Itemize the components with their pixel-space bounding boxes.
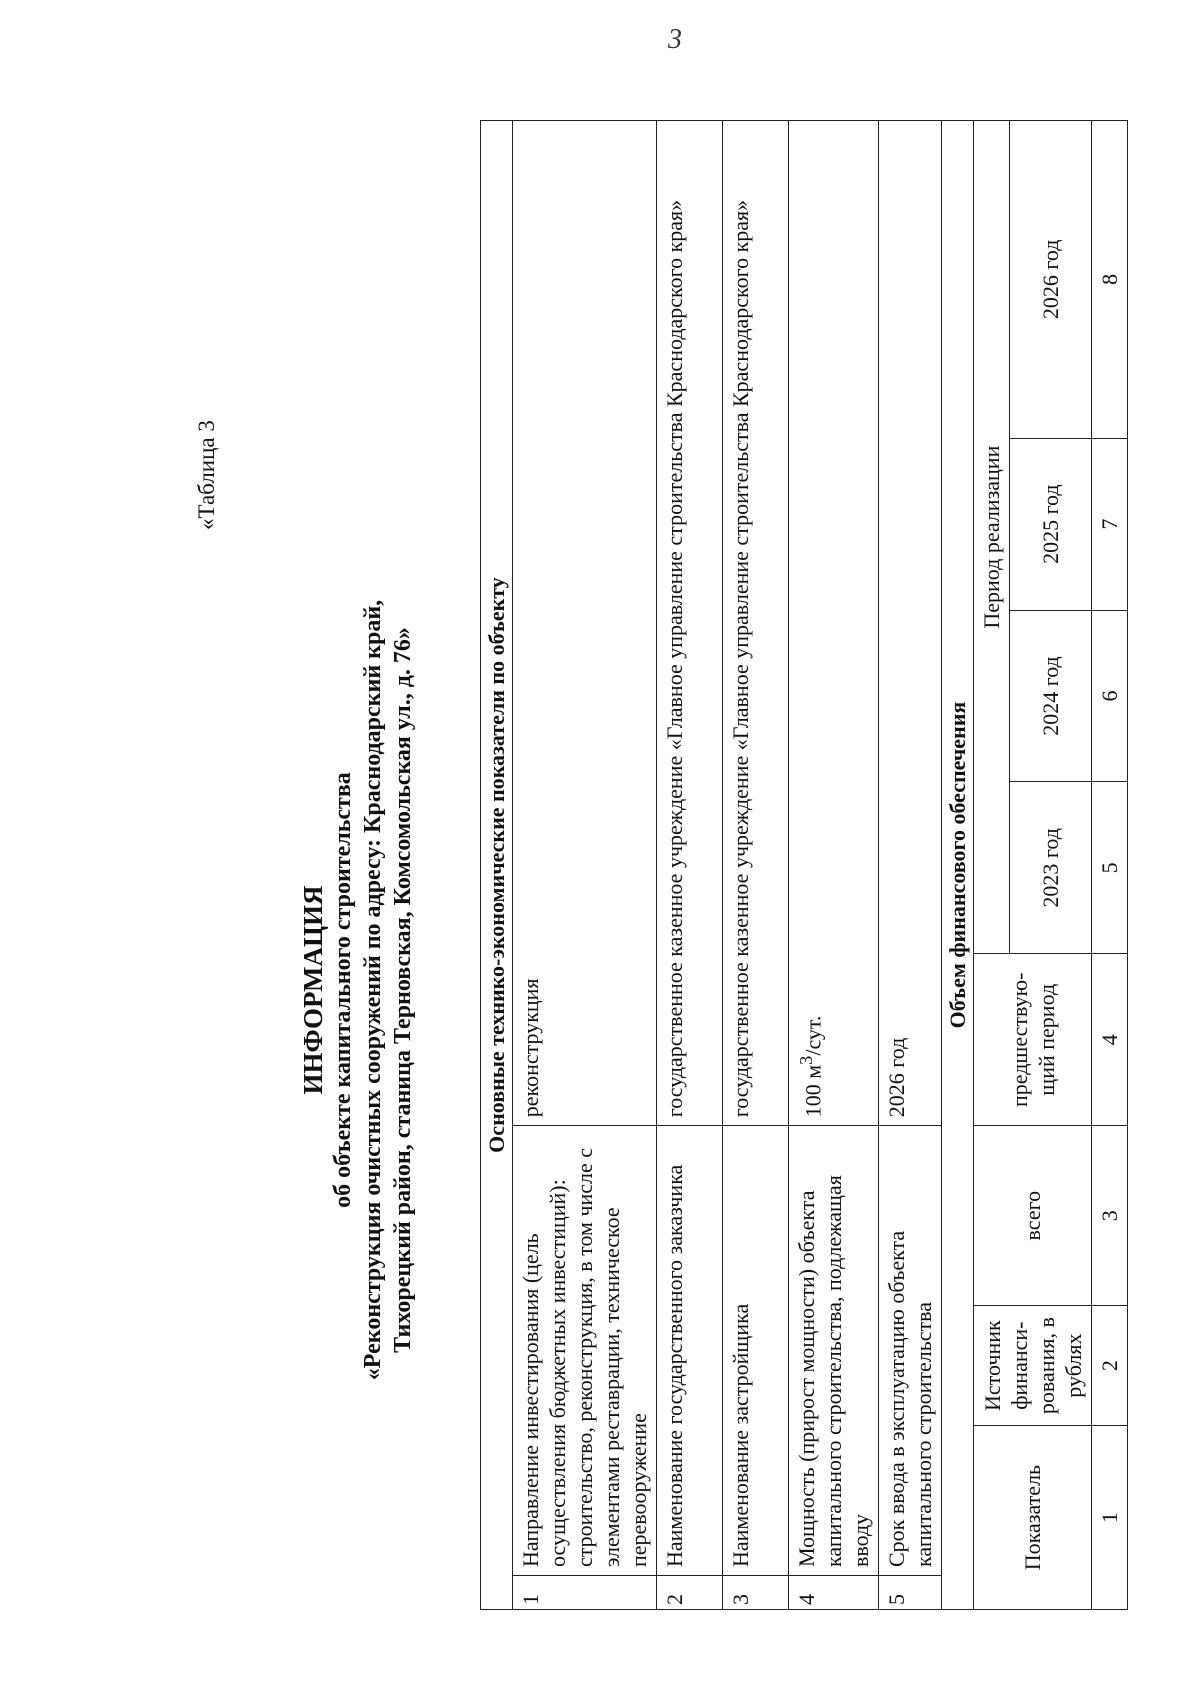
col-num: 5 xyxy=(1092,782,1128,954)
col-num: 4 xyxy=(1092,954,1128,1126)
title-line-2: «Реконструкция очистных сооружений по адресу: Краснодарский край, xyxy=(360,599,386,1381)
col-num: 2 xyxy=(1092,1306,1128,1426)
row-number: 2 xyxy=(657,1576,723,1610)
row-label: Наименование застройщика xyxy=(723,1126,789,1576)
row-value: реконструкция xyxy=(513,121,657,1126)
document-title: ИНФОРМАЦИЯ xyxy=(298,885,328,1095)
capacity-exponent: 3 xyxy=(796,1055,816,1065)
title-line-1: об объекте капитального строительства xyxy=(330,772,356,1208)
col-num: 1 xyxy=(1092,1426,1128,1610)
col-indicator: Показатель xyxy=(974,1426,1092,1610)
table-row xyxy=(657,121,723,1610)
row-number: 3 xyxy=(723,1576,789,1610)
title-block xyxy=(298,510,418,1470)
column-numbers-row xyxy=(1092,121,1128,1610)
period-header: Период реализации xyxy=(974,121,1010,954)
row-number: 1 xyxy=(513,1576,657,1610)
col-num: 6 xyxy=(1092,610,1128,782)
year-2024: 2024 год xyxy=(1010,610,1092,782)
row-value: государственное казенное учреждение «Главное управление строительства Краснодарского края» xyxy=(723,121,789,1126)
table-row xyxy=(723,121,789,1610)
rotated-sheet xyxy=(10,90,1122,1650)
col-num: 8 xyxy=(1092,121,1128,439)
col-num: 7 xyxy=(1092,438,1128,610)
financing-header: Объем финансового обеспечения xyxy=(942,121,974,1610)
row-value: государственное казенное учреждение «Главное управление строительства Краснодарского края» xyxy=(657,121,723,1126)
year-2025: 2025 год xyxy=(1010,438,1092,610)
row-number: 4 xyxy=(789,1576,879,1610)
table-row xyxy=(513,121,657,1610)
col-total: всего xyxy=(974,1126,1092,1306)
row-value: 2026 год xyxy=(879,121,942,1126)
financing-header-row xyxy=(974,121,1010,1610)
col-num: 3 xyxy=(1092,1126,1128,1306)
row-label: Направление инвестирования (цель осуществления бюджетных инвестиций): строительство, реконструкция, в том числе с элементами реставрации, техническое перевооружение xyxy=(513,1126,657,1576)
row-label: Мощность (прирост мощности) объекта капитального строительства, подлежащая вводу xyxy=(789,1126,879,1576)
table-row xyxy=(789,121,879,1610)
indicators-header: Основные технико-экономические показатели по объекту xyxy=(481,121,513,1610)
info-table xyxy=(480,120,1128,1610)
row-number: 5 xyxy=(879,1576,942,1610)
row-label: Срок ввода в эксплуатацию объекта капитального строительства xyxy=(879,1126,942,1576)
row-value xyxy=(789,121,879,1126)
col-previous: предшествую-щий период xyxy=(974,954,1092,1126)
table-label: «Таблица 3 xyxy=(194,420,219,530)
year-2023: 2023 год xyxy=(1010,782,1092,954)
capacity-value: 100 м xyxy=(800,1064,826,1118)
row-label: Наименование государственного заказчика xyxy=(657,1126,723,1576)
col-source: Источник финанси-рования, в рублях xyxy=(974,1306,1092,1426)
capacity-unit: /сут. xyxy=(800,1015,826,1056)
table-row xyxy=(879,121,942,1610)
year-2026: 2026 год xyxy=(1010,121,1092,439)
page-number: 3 xyxy=(668,24,682,55)
title-line-3: Тихорецкий район, станица Терновская, Комсомольская ул., д. 76» xyxy=(390,627,416,1353)
